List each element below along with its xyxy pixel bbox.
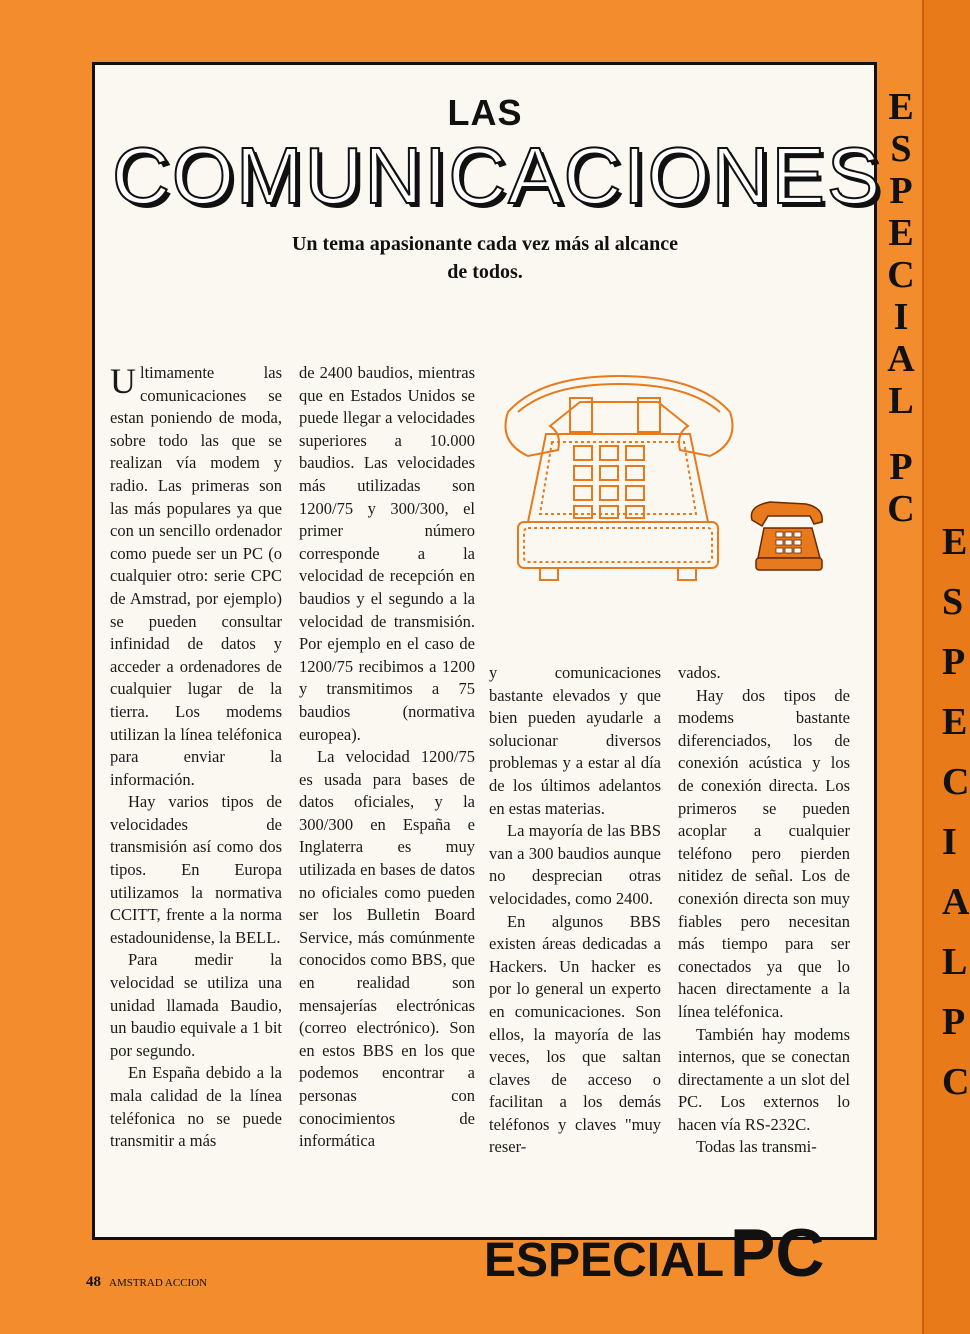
- paragraph: Hay varios tipos de velocidades de transmisión así como dos tipos. En Europa utilizamos la normativa CCITT, frente a la norma estadounidense, la BELL.: [110, 792, 282, 947]
- side-tab-letter: C: [942, 1061, 970, 1103]
- side-tab-letter: S: [890, 128, 912, 170]
- side-tab-letter: I: [893, 296, 909, 338]
- banner-word-especial: ESPECIAL: [484, 1234, 725, 1287]
- paragraph: y comunicaciones bastante elevados y que bien pueden ayudarle a solucionar diversos problemas y a estar al día de los últimos adelantos en estas materias.: [489, 663, 661, 818]
- side-tab-letter: E: [888, 212, 914, 254]
- paragraph: La velocidad 1200/75 es usada para bases de datos oficiales, y la 300/300 en España e Inglaterra es muy utilizada en bases de datos no oficiales como pueden ser los Bulletin Board Service, más comúnmente conocidos como BBS, que en realidad son mensajerías electrónicas (correo electrónico). Son en estos BBS en los que podemos encontrar a personas con conocimientos de informática: [299, 747, 475, 1151]
- side-tab-especial-pc: [880, 86, 922, 530]
- side-tab-letter: P: [942, 1001, 966, 1043]
- page-number: 48: [86, 1274, 101, 1290]
- side-tab-letter: E: [942, 521, 968, 563]
- especial-pc-banner: [484, 1214, 825, 1291]
- side-tab-letter: C: [887, 254, 915, 296]
- paragraph: En España debido a la mala calidad de la línea teléfonica no se puede transmitir a más: [110, 1063, 282, 1151]
- page-title: COMUNICACIONES: [112, 131, 883, 220]
- side-tab-letter: E: [942, 701, 968, 743]
- paragraph: de 2400 baudios, mientras que en Estados Unidos se puede llegar a velocidades superiores a 10.000 baudios. Las velocidades más utilizadas son 1200/75 y 300/300, el primer número corresponde a la velocidad de recepción en baudios y el segundo a la velocidad de transmisión. Por ejemplo en el caso de 1200/75 recibimos a 1200 y transmitimos a 75 baudios (normativa europea).: [299, 363, 475, 744]
- paragraph: Todas las transmi-: [696, 1137, 817, 1157]
- side-tab-letter: C: [942, 761, 970, 803]
- side-tab-letter: L: [888, 380, 914, 422]
- title-kicker: LAS: [447, 92, 523, 133]
- side-tab-letter: A: [942, 881, 970, 923]
- side-tab-letter: S: [942, 581, 964, 623]
- banner-word-pc: PC: [730, 1215, 825, 1291]
- side-tab-letter: I: [942, 821, 957, 863]
- article-column-4: [678, 662, 850, 1222]
- article-column-1: [110, 362, 282, 1222]
- paragraph: vados.: [678, 663, 721, 682]
- facing-page-side-tab: [942, 512, 970, 1212]
- side-tab-letter: E: [888, 86, 914, 128]
- telephone-icon: [488, 372, 758, 622]
- page-footer: [86, 1274, 207, 1291]
- paragraph: [110, 362, 282, 791]
- side-tab-letter: A: [887, 338, 915, 380]
- paragraph: En algunos BBS existen áreas dedicadas a Hackers. Un hacker es por lo general un experto en comunicaciones. Son ellos, la mayoría de las veces, los que saltan claves de acceso o facilitan a los demás teléfonos y claves "muy reser-: [489, 911, 661, 1157]
- subtitle: Un tema apasionante cada vez más al alcance de todos.: [291, 233, 679, 283]
- side-tab-letter: P: [889, 446, 913, 488]
- side-tab-letter: P: [889, 170, 913, 212]
- paragraph: Hay dos tipos de modems bastante diferenciados, los de conexión acústica y los de conexión directa. Los primeros se pueden acoplar a cualquier teléfono pero pierden nitidez de señal. Los de conexión directa son muy fiables pero necesitan más tiempo para ser conectados ya que lo hacen directamente a la línea teléfonica.: [678, 685, 850, 1021]
- paragraph: Para medir la velocidad se utiliza una unidad llamada Baudio, un baudio equivale a 1 bit por segundo.: [110, 950, 282, 1060]
- drop-cap: U: [110, 361, 136, 401]
- magazine-name: AMSTRAD ACCION: [109, 1277, 208, 1289]
- side-tab-letter: C: [887, 488, 915, 530]
- side-tab-spacer: [880, 422, 922, 446]
- side-tab-letter: P: [942, 641, 966, 683]
- paragraph: La mayoría de las BBS van a 300 baudios aunque no desprecian otras velocidades, como 2400.: [489, 821, 661, 908]
- article-column-3: [489, 662, 661, 1222]
- side-tab-letter: L: [942, 941, 968, 983]
- paragraph-text: ltimamente las comunicaciones se estan poniendo de moda, sobre todo las que se realizan vía modem y radio. Las primeras son las más populares ya que con un sencillo ordenador como puede ser un PC (o cualquier otro: serie CPC de Amstrad, por ejemplo) se pueden consultar infinidad de datos y acceder a ordenadores de cualquier lugar de la tierra. Los modems utilizan la línea teléfonica para enviar la información.: [110, 363, 282, 789]
- paragraph: También hay modems internos, que se conectan directamente a un slot del PC. Los externos lo hacen vía RS-232C.: [678, 1024, 850, 1134]
- small-telephone-icon: [744, 494, 830, 580]
- article-column-2: [299, 362, 475, 1222]
